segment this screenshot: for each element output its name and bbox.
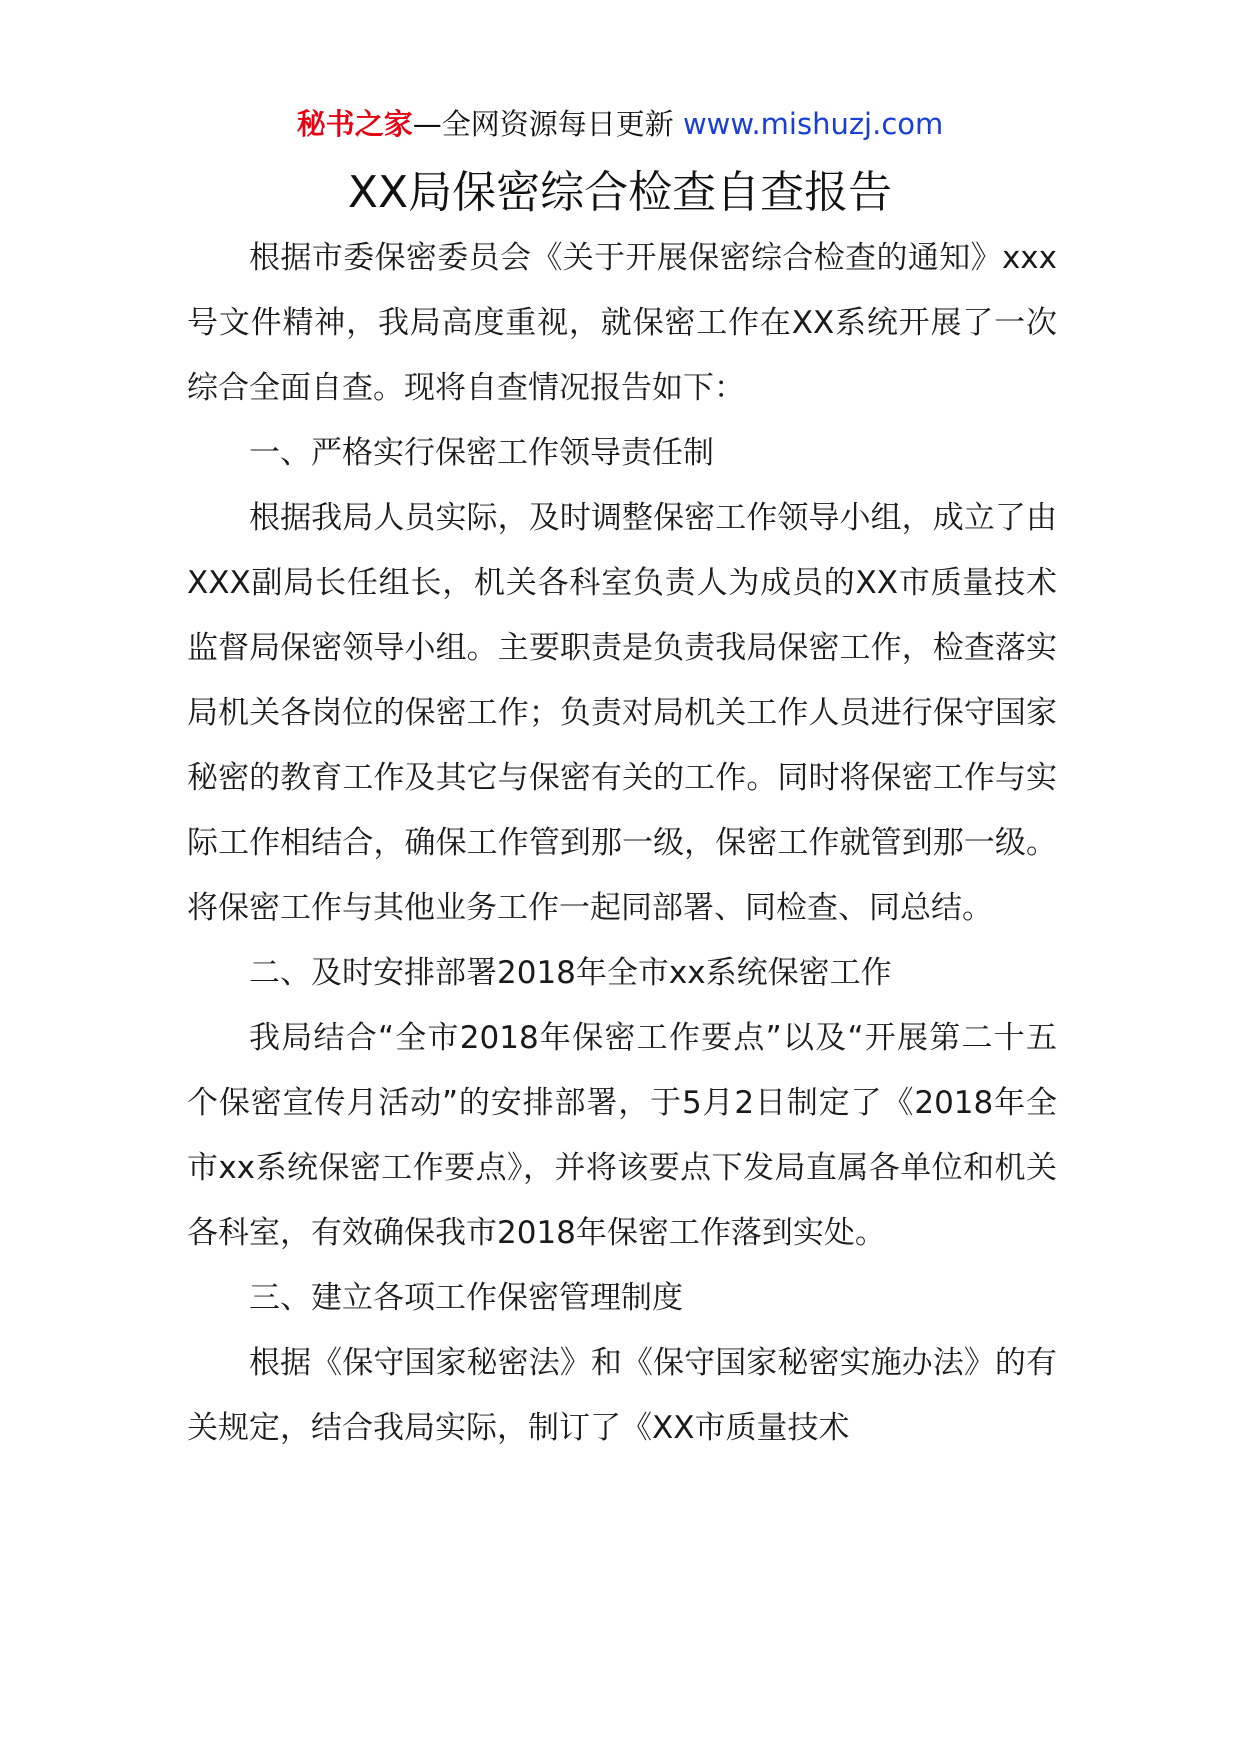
intro-paragraph: 根据市委保密委员会《关于开展保密综合检查的通知》xxx号文件精神，我局高度重视，就保密工作在XX系统开展了一次综合全面自查。现将自查情况报告如下： [187,240,1057,406]
section-heading-3: 三、建立各项工作保密管理制度 [249,1280,683,1316]
site-banner [0,100,1240,148]
section-1-paragraph: 根据我局人员实际，及时调整保密工作领导小组，成立了由XXX副局长任组长，机关各科室负责人为成员的XX市质量技术监督局保密领导小组。主要职责是负责我局保密工作，检查落实局机关各岗位的保密工作；负责对局机关工作人员进行保守国家秘密的教育工作及其它与保密有关的工作。同时将保密工作与实际工作相结合，确保工作管到那一级，保密工作就管到那一级。将保密工作与其他业务工作一起同部署、同检查、同总结。 [187,500,1057,926]
section-heading-1: 一、严格实行保密工作领导责任制 [249,435,714,471]
brand-name: 秘书之家 [296,107,413,141]
section-2-paragraph: 我局结合“全市2018年保密工作要点”以及“开展第二十五个保密宣传月活动”的安排部署，于5月2日制定了《2018年全市xx系统保密工作要点》，并将该要点下发局直属各单位和机关各科室，有效确保我市2018年保密工作落到实处。 [187,1020,1057,1251]
section-heading-2: 二、及时安排部署2018年全市xx系统保密工作 [249,955,892,991]
document-title: XX局保密综合检查自查报告 [347,167,893,218]
banner-tagline: —全网资源每日更新 [412,107,683,141]
site-url-link[interactable]: www.mishuzj.com [682,107,944,141]
document-body [187,226,1057,1461]
section-3-paragraph: 根据《保守国家秘密法》和《保守国家秘密实施办法》的有关规定，结合我局实际，制订了《XX市质量技术 [187,1345,1057,1446]
